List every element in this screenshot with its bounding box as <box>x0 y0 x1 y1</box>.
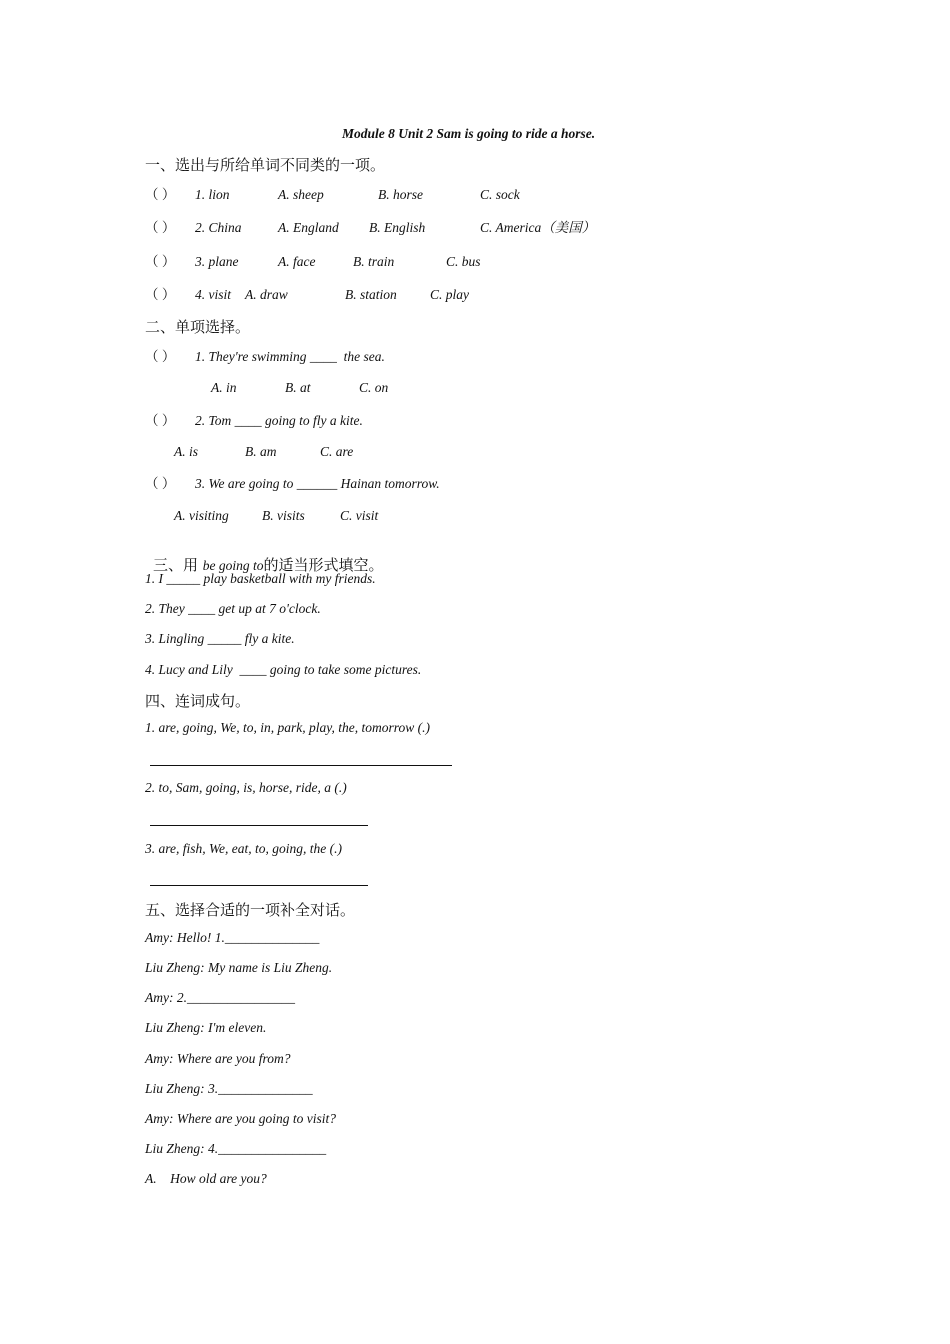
option-a: A. sheep <box>278 187 324 202</box>
dialogue-line: Amy: Where are you from? <box>145 1051 291 1066</box>
scrambled-words: 2. to, Sam, going, is, horse, ride, a (.) <box>145 780 347 795</box>
answer-paren: （ ） <box>145 476 176 491</box>
option-c: C. sock <box>480 187 520 202</box>
answer-paren: （ ） <box>145 187 176 202</box>
answer-line <box>150 765 452 766</box>
section4-heading: 四、连词成句。 <box>145 692 251 710</box>
question-word: 1. lion <box>195 187 230 202</box>
option-c: C. are <box>320 444 354 459</box>
option-a: A. England <box>278 220 339 235</box>
option-b: B. at <box>285 380 311 395</box>
option-b: B. visits <box>262 508 305 523</box>
option-a: A. is <box>174 444 199 459</box>
option-b: B. am <box>245 444 277 459</box>
dialogue-line: Amy: Where are you going to visit? <box>145 1111 336 1126</box>
option-line: A. How old are you? <box>145 1171 267 1186</box>
option-c: C. bus <box>446 254 481 269</box>
section2-heading: 二、单项选择。 <box>145 318 251 336</box>
option-c: C. play <box>430 287 469 302</box>
question-word: 4. visit <box>195 287 231 302</box>
fill-blank-item: 2. They ____ get up at 7 o'clock. <box>145 601 321 616</box>
fill-blank-item: 1. I _____ play basketball with my friends. <box>145 571 376 586</box>
answer-paren: （ ） <box>145 349 176 364</box>
scrambled-words: 1. are, going, We, to, in, park, play, the, tomorrow (.) <box>145 720 430 735</box>
question-text: 3. We are going to ______ Hainan tomorrow. <box>195 476 440 491</box>
option-c: C. visit <box>340 508 379 523</box>
question-word: 3. plane <box>195 254 239 269</box>
question-text: 1. They're swimming ____ the sea. <box>195 349 385 364</box>
fill-blank-item: 4. Lucy and Lily ____ going to take some pictures. <box>145 662 422 677</box>
option-b: B. horse <box>378 187 423 202</box>
page-title: Module 8 Unit 2 Sam is going to ride a horse. <box>342 126 596 141</box>
option-a: A. visiting <box>174 508 229 523</box>
section1-heading: 一、选出与所给单词不同类的一项。 <box>145 156 386 174</box>
option-a: A. draw <box>245 287 288 302</box>
dialogue-line: Liu Zheng: My name is Liu Zheng. <box>145 960 333 975</box>
option-c: C. on <box>359 380 389 395</box>
dialogue-line: Amy: Hello! 1.______________ <box>145 930 320 945</box>
dialogue-line: Liu Zheng: 4.________________ <box>145 1141 327 1156</box>
scrambled-words: 3. are, fish, We, eat, to, going, the (.) <box>145 841 342 856</box>
dialogue-line: Amy: 2.________________ <box>145 990 295 1005</box>
answer-paren: （ ） <box>145 413 176 428</box>
section5-heading: 五、选择合适的一项补全对话。 <box>145 901 356 919</box>
answer-paren: （ ） <box>145 220 176 235</box>
answer-line <box>150 825 368 826</box>
option-a: A. in <box>211 380 237 395</box>
option-a: A. face <box>278 254 316 269</box>
answer-paren: （ ） <box>145 287 176 302</box>
dialogue-line: Liu Zheng: I'm eleven. <box>145 1020 267 1035</box>
section3-heading-pre: 三、用 <box>153 556 203 574</box>
answer-paren: （ ） <box>145 254 176 269</box>
dialogue-line: Liu Zheng: 3.______________ <box>145 1081 313 1096</box>
option-b: B. English <box>369 220 426 235</box>
option-b: B. train <box>353 254 395 269</box>
option-c: C. America（美国） <box>480 220 596 235</box>
question-text: 2. Tom ____ going to fly a kite. <box>195 413 363 428</box>
answer-line <box>150 885 368 886</box>
section3-heading-phrase: be going to <box>202 558 264 573</box>
section3-heading-post: 的适当形式填空。 <box>263 556 384 574</box>
fill-blank-item: 3. Lingling _____ fly a kite. <box>145 631 295 646</box>
question-word: 2. China <box>195 220 242 235</box>
option-b: B. station <box>345 287 397 302</box>
